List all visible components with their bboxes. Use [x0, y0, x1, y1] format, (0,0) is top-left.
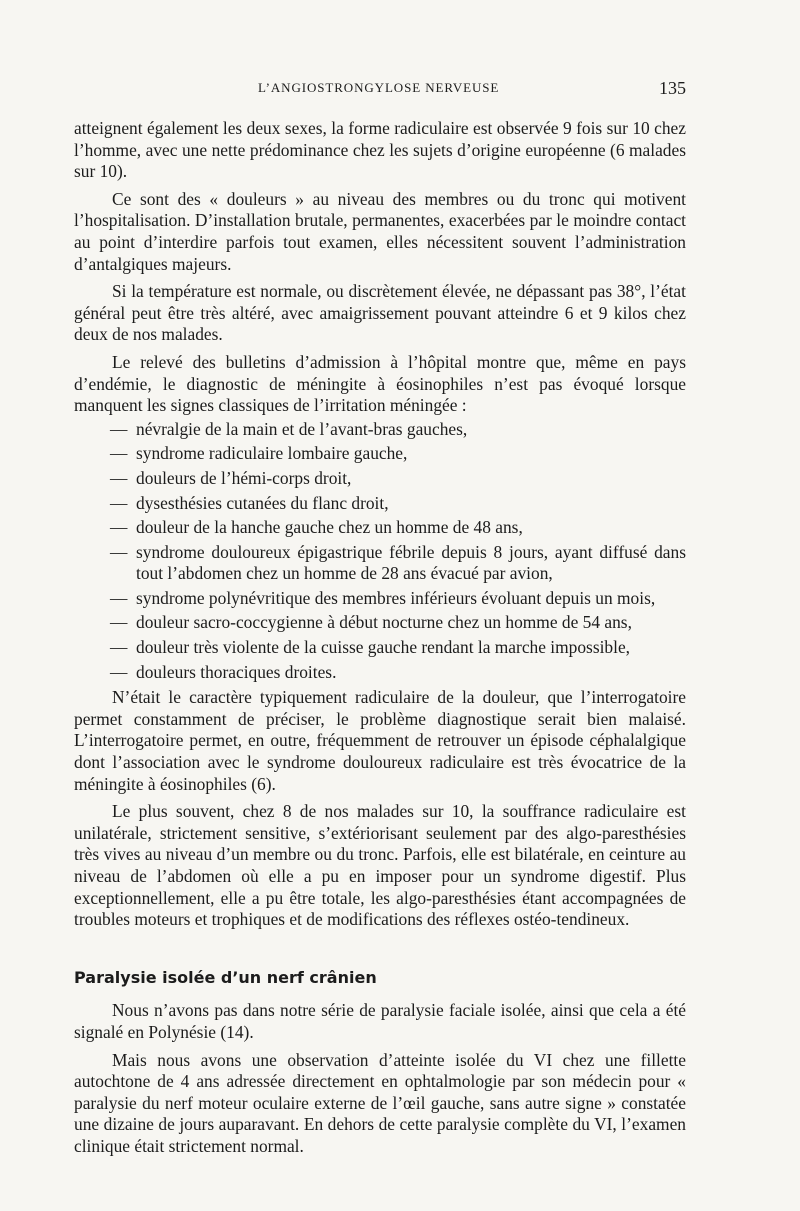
list-item-text: douleur très violente de la cuisse gauche rendant la marche impossible,	[136, 637, 631, 658]
list-item	[74, 588, 686, 610]
dash-marker: —	[110, 612, 128, 633]
list-item	[74, 637, 686, 659]
paragraph-6: Le plus souvent, chez 8 de nos malades sur 10, la souffrance radiculaire est unilatérale, strictement sensitive, s’extériorisant seulement par des algo-paresthésies très vives au niveau d’un membre ou du tronc. Parfois, elle est bilatérale, en ceinture au niveau de l’abdomen où elle a pu en imposer pour un syndrome digestif. Plus exceptionnellement, elle a pu être totale, les algo-paresthésies étant accompagnées de troubles moteurs et trophiques et de modifications des réflexes ostéo-tendineux.	[74, 801, 686, 930]
dash-marker: —	[110, 541, 128, 562]
dash-marker: —	[110, 418, 128, 439]
list-item-text: syndrome douloureux épigastrique fébrile depuis 8 jours, ayant diffusé dans tout l’abdomen chez un homme de 28 ans évacué par avion,	[136, 541, 686, 584]
running-title: L’ANGIOSTRONGYLOSE NERVEUSE	[258, 80, 500, 95]
list-item	[74, 493, 686, 515]
running-head	[74, 78, 686, 102]
dash-marker: —	[110, 661, 128, 682]
paragraph-1: atteignent également les deux sexes, la forme radiculaire est observée 9 fois sur 10 chez l’homme, avec une nette prédominance chez les sujets d’origine européenne (6 malades sur 10).	[74, 118, 686, 182]
symptom-list	[74, 419, 686, 684]
paragraph-2: Ce sont des « douleurs » au niveau des membres ou du tronc qui motivent l’hospitalisation. D’installation brutale, permanentes, exacerbées par le moindre contact au point d’interdire parfois tout examen, elles nécessitent souvent l’administration d’antalgiques majeurs.	[74, 188, 686, 274]
list-item	[74, 419, 686, 441]
list-item-text: douleurs thoraciques droites.	[136, 661, 337, 682]
list-item	[74, 468, 686, 490]
paragraph-7: Nous n’avons pas dans notre série de paralysie faciale isolée, ainsi que cela a été signalé en Polynésie (14).	[74, 1000, 686, 1042]
paragraph-5: N’était le caractère typiquement radiculaire de la douleur, que l’interrogatoire permet constamment de préciser, le problème diagnostique serait bien malaisé. L’interrogatoire permet, en outre, fréquemment de retrouver un épisode céphalalgique dont l’association avec le syndrome douloureux radiculaire est très évocatrice de la méningite à éosinophiles (6).	[74, 687, 686, 794]
list-item	[74, 612, 686, 634]
page-number: 135	[659, 78, 686, 98]
list-item-text: syndrome radiculaire lombaire gauche,	[136, 443, 408, 464]
document-page	[74, 0, 686, 1211]
list-item	[74, 443, 686, 465]
dash-marker: —	[110, 587, 128, 608]
list-item-text: douleur de la hanche gauche chez un homme de 48 ans,	[136, 517, 523, 538]
list-item-text: douleurs de l’hémi-corps droit,	[136, 467, 352, 488]
paragraph-3: Si la température est normale, ou discrètement élevée, ne dépassant pas 38°, l’état général peut être très altéré, avec amaigrissement pouvant atteindre 6 et 9 kilos chez deux de nos malades.	[74, 281, 686, 345]
list-item-text: névralgie de la main et de l’avant-bras gauches,	[136, 418, 468, 439]
list-item-text: douleur sacro-coccygienne à début nocturne chez un homme de 54 ans,	[136, 612, 632, 633]
list-item-text: dysesthésies cutanées du flanc droit,	[136, 492, 389, 513]
dash-marker: —	[110, 637, 128, 658]
paragraph-4: Le relevé des bulletins d’admission à l’hôpital montre que, même en pays d’endémie, le diagnostic de méningite à éosinophiles n’est pas évoqué lorsque manquent les signes classiques de l’irritation méningée :	[74, 351, 686, 416]
body-text	[74, 118, 686, 1158]
dash-marker: —	[110, 492, 128, 513]
section-heading: Paralysie isolée d’un nerf crânien	[74, 967, 377, 987]
list-item	[74, 542, 686, 585]
list-item	[74, 662, 686, 684]
list-item	[74, 517, 686, 539]
dash-marker: —	[110, 443, 128, 464]
dash-marker: —	[110, 467, 128, 488]
paragraph-8: Mais nous avons une observation d’atteinte isolée du VI chez une fillette autochtone de 4 ans adressée directement en ophtalmologie par son médecin pour « paralysie du nerf moteur oculaire externe de l’œil gauche, sans autre signe » constatée une dizaine de jours auparavant. En dehors de cette paralysie complète du VI, l’examen clinique était strictement normal.	[74, 1049, 686, 1156]
dash-marker: —	[110, 517, 128, 538]
list-item-text: syndrome polynévritique des membres inférieurs évoluant depuis un mois,	[136, 587, 656, 608]
